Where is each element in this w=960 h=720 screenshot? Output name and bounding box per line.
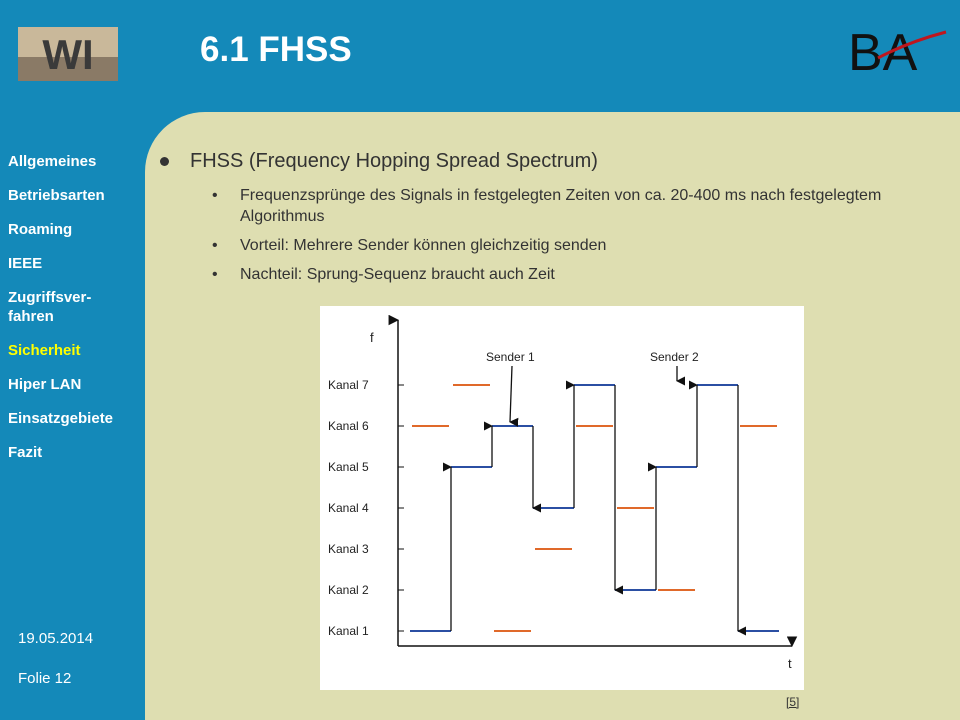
sub-bullet [160,264,950,285]
channel-label: Kanal 7 [328,378,369,392]
page-title: 6.1 FHSS [200,30,352,69]
sub-bullet-text: Vorteil: Mehrere Sender können gleichzeitig senden [240,237,607,254]
nav-item-roaming[interactable]: Roaming [8,221,73,238]
y-axis-label: f [370,330,374,345]
channel-label: Kanal 3 [328,542,369,556]
nav-item-allgemeines[interactable]: Allgemeines [8,153,97,170]
fhss-diagram-svg [320,306,804,690]
sender1-pointer-arrow [510,366,512,422]
sub-bullet-text: Frequenzsprünge des Signals in festgelegten Zeiten von ca. 20-400 ms nach festgelegtem Algorithmus [240,187,882,225]
channel-label: Kanal 2 [328,583,369,597]
nav-item-ieee[interactable]: IEEE [8,255,43,272]
channel-label: Kanal 5 [328,460,369,474]
sub-bullet-text: Nachteil: Sprung-Sequenz braucht auch Zeit [240,266,555,283]
bullet-list [160,150,950,293]
nav-item-zugriffsverfahren[interactable]: Zugriffsver-fahren [8,289,92,325]
nav-item-sicherheit[interactable]: Sicherheit [8,342,81,359]
channel-label: Kanal 1 [328,624,369,638]
bullet-icon: • [212,187,218,204]
x-axis-label: t [788,656,792,671]
fhss-diagram [320,306,804,690]
bullet-icon: • [212,237,218,254]
main-bullet [160,150,950,173]
wi-logo [18,27,118,81]
sub-bullet [160,185,950,227]
source-reference-link[interactable]: [5] [786,695,800,709]
slide-date: 19.05.2014 [18,630,94,647]
sender2-label: Sender 2 [650,350,699,364]
nav-item-betriebsarten[interactable]: Betriebsarten [8,187,105,204]
sub-bullet [160,235,950,256]
bullet-dot-icon [160,157,169,166]
channel-label: Kanal 4 [328,501,369,515]
sidebar-nav [8,152,148,462]
nav-item-fazit[interactable]: Fazit [8,444,43,461]
nav-item-einsatzgebiete[interactable]: Einsatzgebiete [8,410,114,427]
slide-number: Folie 12 [18,670,72,687]
nav-item-hiper-lan[interactable]: Hiper LAN [8,376,82,393]
wi-logo-text: WI [42,31,94,78]
ba-logo-text: BA [848,24,918,78]
ba-logo [848,22,948,78]
bullet-icon: • [212,266,218,283]
channel-label: Kanal 6 [328,419,369,433]
sender1-label: Sender 1 [486,350,535,364]
main-bullet-text: FHSS (Frequency Hopping Spread Spectrum) [190,150,598,172]
